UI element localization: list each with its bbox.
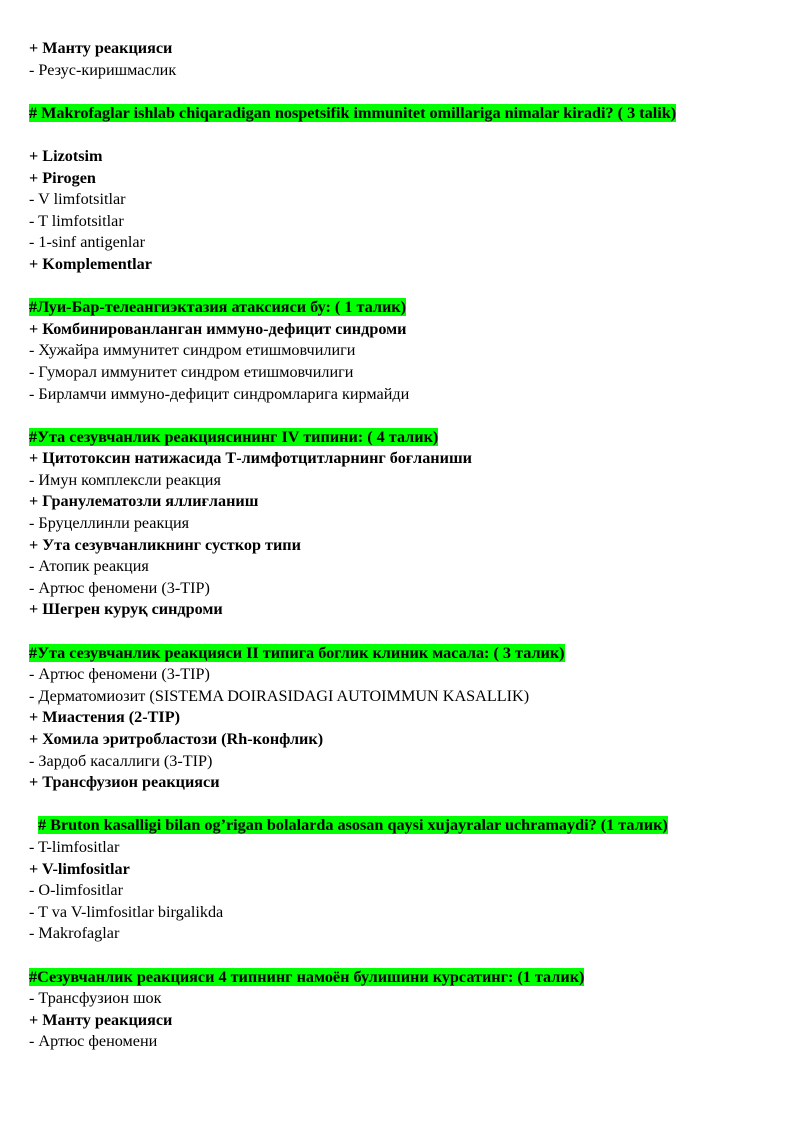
answer-correct: + Трансфузион реакцияси [29, 773, 220, 792]
answer-option: - Резус-киришмаслик [29, 60, 177, 79]
document-page [29, 38, 771, 1053]
answer-option: - 1-sinf antigenlar [29, 233, 145, 252]
answer-correct: + Миастения (2-TIP) [29, 708, 180, 727]
spacer [29, 945, 771, 967]
answer-correct: + Komplementlar [29, 254, 152, 273]
question-heading [29, 815, 771, 837]
answer-option: - Имун комплексли реакция [29, 470, 221, 489]
spacer [29, 621, 771, 643]
answer-correct: + V-limfositlar [29, 859, 130, 878]
answer-option: - Бруцеллинли реакция [29, 514, 190, 533]
answer-option: - Артюс феномени [29, 1032, 158, 1051]
question-text: #Ута сезувчанлик реакциясининг IV типини: ( 4 талик) [29, 427, 439, 446]
answer-option: - Гуморал иммунитет синдром етишмовчилиги [29, 362, 354, 381]
answer-correct: + Манту реакцияси [29, 39, 173, 57]
answer-correct: + Комбинированланган иммуно-дефицит синдроми [29, 319, 407, 338]
answer-option: - Дерматомиозит (SISTEMA DOIRASIDAGI AUTOIMMUN KASALLIK) [29, 686, 530, 705]
question-heading [29, 297, 771, 319]
question-block [29, 815, 771, 945]
answer-option: - V limfotsitlar [29, 190, 126, 209]
answer-option: - Хужайра иммунитет синдром етишмовчилиги [29, 341, 356, 360]
question-heading [29, 103, 771, 146]
answer-option: - Атопик реакция [29, 557, 149, 576]
answer-correct: + Шегрен куруқ синдроми [29, 600, 223, 619]
question-heading [29, 427, 771, 449]
question-block [29, 103, 771, 276]
answer-option: - O-limfositlar [29, 881, 123, 900]
question-block [29, 427, 771, 621]
question-heading [29, 967, 771, 989]
answer-option: - T limfotsitlar [29, 211, 124, 230]
answer-option: - Артюс феномени (3-TIP) [29, 578, 210, 597]
answer-option: - Бирламчи иммуно-дефицит синдромларига кирмайди [29, 384, 410, 403]
spacer [29, 81, 771, 103]
question-block [29, 297, 771, 405]
answer-option: - T va V-limfositlar birgalikda [29, 902, 224, 921]
answer-option: - T-limfositlar [29, 837, 120, 856]
question-block [29, 38, 771, 81]
question-heading [29, 643, 771, 665]
question-block [29, 643, 771, 794]
spacer [29, 276, 771, 298]
question-text: # Bruton kasalligi bilan og’rigan bolalarda asosan qaysi xujayralar uchramaydi? (1 талик) [38, 816, 668, 835]
answer-option: - Артюс феномени (3-TIP) [29, 665, 210, 684]
question-text: # Makrofaglar ishlab chiqaradigan nospetsifik immunitet omillariga nimalar kiradi? ( 3 talik) [29, 103, 677, 122]
question-text: #Сезувчанлик реакцияси 4 типнинг намоён булишини курсатинг: (1 талик) [29, 967, 585, 986]
answer-correct: + Pirogen [29, 168, 96, 187]
answer-option: - Makrofaglar [29, 924, 120, 943]
answer-correct: + Lizotsim [29, 146, 103, 165]
answer-correct: + Ута сезувчанликнинг сусткор типи [29, 535, 301, 554]
answer-correct: + Хомила эритробластози (Rh-конфлик) [29, 730, 324, 748]
answer-correct: + Цитотоксин натижасида Т-лимфотцитларнинг боғланиши [29, 449, 472, 468]
spacer [29, 794, 771, 816]
answer-option: - Зардоб касаллиги (3-TIP) [29, 751, 213, 770]
question-text: #Луи-Бар-телеангиэктазия атаксияси бу: ( 1 талик) [29, 298, 407, 317]
question-block [29, 967, 771, 1053]
answer-option: - Трансфузион шок [29, 989, 162, 1008]
answer-correct: + Гранулематозли яллиғланиш [29, 492, 259, 511]
spacer [29, 405, 771, 427]
question-text: #Ута сезувчанлик реакцияси II типига боглик клиник масала: ( 3 талик) [29, 643, 565, 662]
answer-correct: + Манту реакцияси [29, 1010, 173, 1029]
